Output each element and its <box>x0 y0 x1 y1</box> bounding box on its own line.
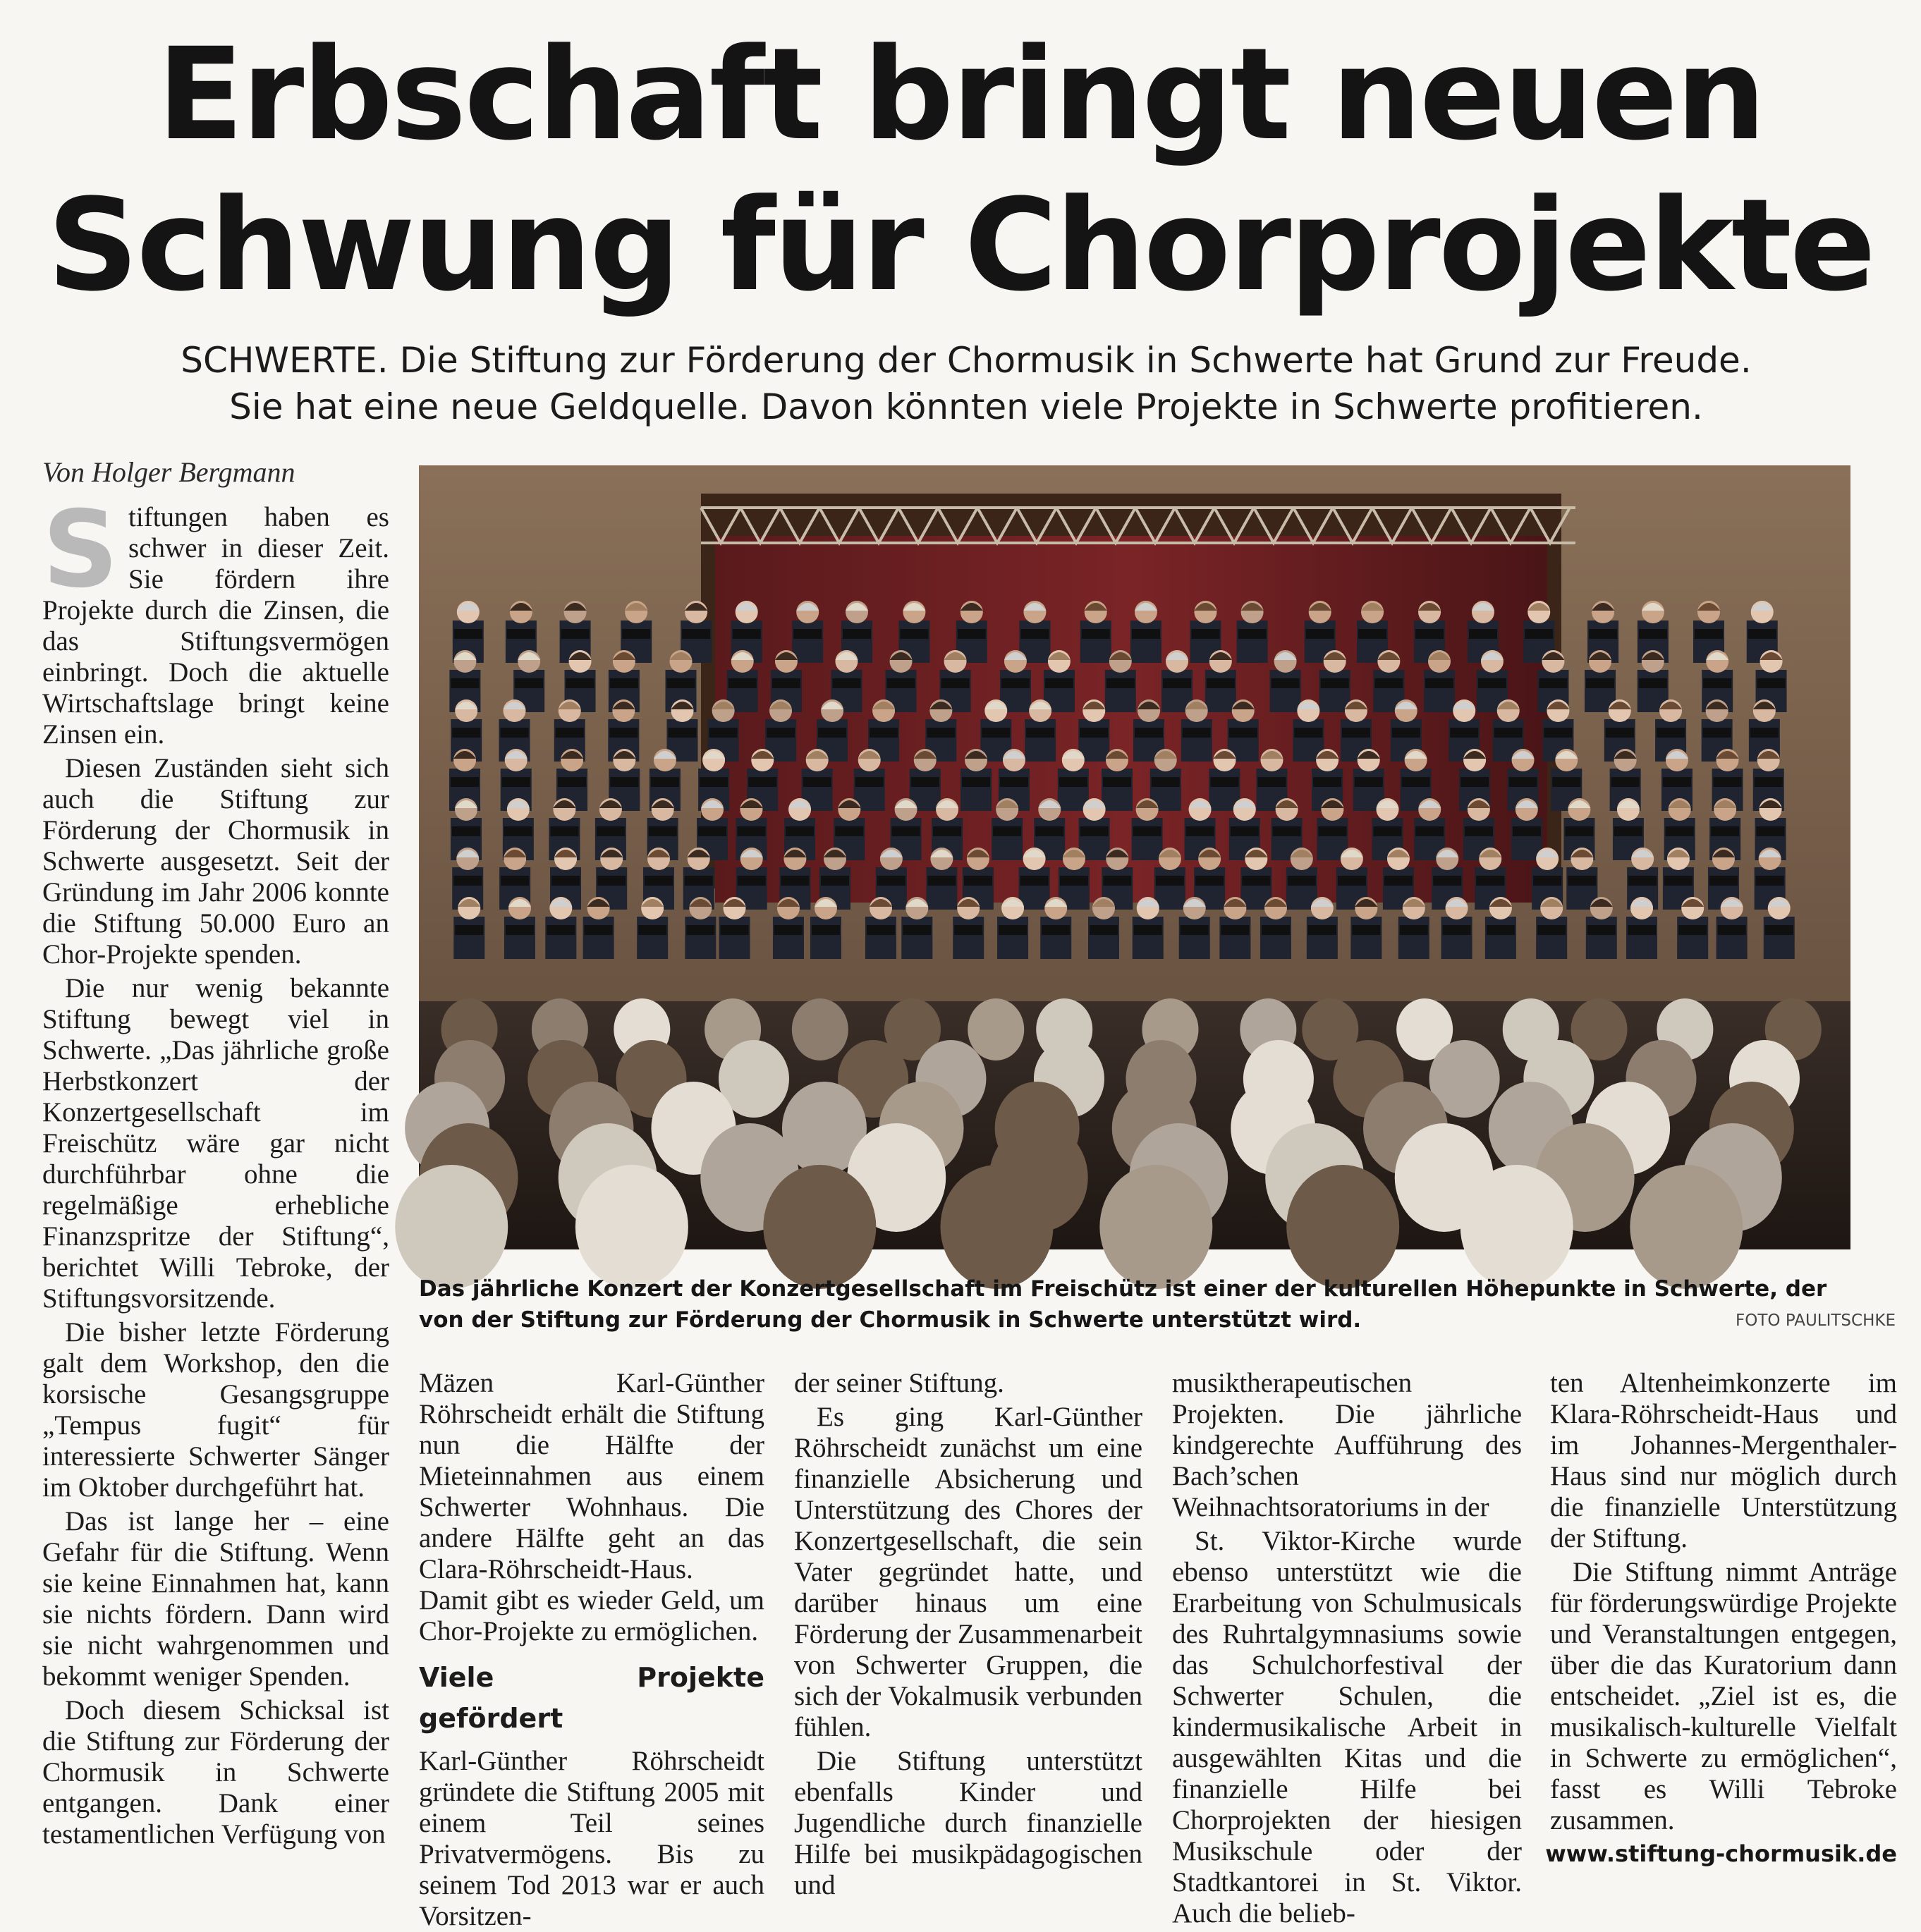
article-column-3 <box>794 1368 1142 1900</box>
concert-photo-illustration <box>419 465 1850 1249</box>
headline-line-2: Schwung für Chorprojekte <box>47 172 1874 319</box>
paragraph: Karl-Günther Röhrscheidt gründete die Stiftung 2005 mit einem Teil seines Privatvermögens. Bis zu seinem Tod 2013 war er auch Vorsitzen- <box>419 1746 764 1931</box>
website-link[interactable]: www.stiftung-chormusik.de <box>1545 1840 1897 1867</box>
drop-cap: S <box>42 489 119 611</box>
photo-caption: Das jährliche Konzert der Konzertgesellschaft im Freischütz ist einer der kulturellen Höhepunkte in Schwerte, der von der Stiftung zur Förderung der Chormusik in Schwerte unterstützt wird. <box>419 1276 1827 1333</box>
concert-photo <box>419 465 1850 1249</box>
paragraph: Die Stiftung nimmt Anträge für förderungswürdige Projekte und Veranstaltungen entgegen, über die das Kuratorium dann entscheidet. „Ziel ist es, die musikalisch-kulturelle Vielfalt in Schwerte zu ermöglichen“, fasst es Willi Tebroke zusammen. <box>1550 1557 1897 1835</box>
article-column-4 <box>1172 1368 1522 1928</box>
photo-credit: FOTO PAULITSCHKE <box>1736 1312 1896 1330</box>
paragraph: Das ist lange her – eine Gefahr für die Stiftung. Wenn sie keine Einnahmen hat, kann sie nichts fördern. Dann wird sie nicht wahrgenommen und bekommt weniger Spenden. <box>42 1506 389 1692</box>
headline <box>0 20 1921 322</box>
byline: Von Holger Bergmann <box>42 456 295 488</box>
paragraph: Doch diesem Schicksal ist die Stiftung zur Förderung der Chormusik in Schwerte entgangen. Dank einer testamentlichen Verfügung von <box>42 1695 389 1850</box>
paragraph: Die nur wenig bekannte Stiftung bewegt viel in Schwerte. „Das jährliche große Herbstkonzert der Konzertgesellschaft im Freischütz wäre gar nicht durchführbar ohne die regelmäßige erhebliche Finanzspritze der Stiftung“, berichtet Willi Tebroke, der Stiftungsvorsitzende. <box>42 973 389 1314</box>
paragraph: der seiner Stiftung. <box>794 1368 1004 1398</box>
paragraph: Es ging Karl-Günther Röhrscheidt zunächst um eine finanzielle Absicherung und Unterstützung des Chores der Konzertgesellschaft, die sein Vater gegründet hatte, und darüber hinaus um eine Förderung der Zusammenarbeit von Schwerter Gruppen, die sich der Vokalmusik verbunden fühlen. <box>794 1402 1142 1742</box>
paragraph: ten Altenheimkonzerte im Klara-Röhrscheidt-Haus und im Johannes-Mergenthaler-Haus sind nur möglich durch die finanzielle Unterstützung der Stiftung. <box>1550 1368 1897 1553</box>
headline-line-1: Erbschaft bringt neuen <box>157 21 1764 169</box>
paragraph: musiktherapeutischen Projekten. Die jährliche kindgerechte Aufführung des Bach’schen Weihnachtsoratoriums in der <box>1172 1368 1522 1522</box>
article-column-5 <box>1550 1368 1897 1833</box>
article-column-2 <box>419 1368 764 1931</box>
paragraph: tiftungen haben es schwer in dieser Zeit. Sie fördern ihre Projekte durch die Zinsen, die das Stiftungsvermögen einbringt. Doch die aktuelle Wirtschaftslage bringt keine Zinsen ein. <box>42 502 389 750</box>
paragraph: Diesen Zuständen sieht sich auch die Stiftung zur Förderung der Chormusik in Schwerte ausgesetzt. Seit der Gründung im Jahr 2006 konnte die Stiftung 50.000 Euro an Chor-Projekte spenden. <box>42 753 389 970</box>
paragraph: Die Stiftung unterstützt ebenfalls Kinder und Jugendliche durch finanzielle Hilfe bei musikpädagogischen und <box>794 1746 1142 1900</box>
paragraph: Die bisher letzte Förderung galt dem Workshop, den die korsische Gesangsgruppe „Tempus fugit“ für interessierte Schwerter Sänger im Oktober durchgeführt hat. <box>42 1317 389 1503</box>
lead-text <box>176 337 1756 430</box>
article-column-1 <box>42 489 389 1863</box>
paragraph: St. Viktor-Kirche wurde ebenso unterstützt wie die Erarbeitung von Schulmusicals des Ruhrtalgymnasiums sowie das Schulchorfestival der Schwerter Schulen, die kindermusikalische Arbeit in ausgewählten Kitas und die finanzielle Hilfe bei Chorprojekten der hiesigen Musikschule oder der Stadtkantorei in St. Viktor. Auch die belieb- <box>1172 1526 1522 1928</box>
lead-line-1: SCHWERTE. Die Stiftung zur Förderung der Chormusik in Schwerte hat Grund zur Freude. <box>181 340 1752 381</box>
subheading: Viele Projekte gefördert <box>419 1662 764 1734</box>
lead-line-2: Sie hat eine neue Geldquelle. Davon könnten viele Projekte in Schwerte profitieren. <box>229 386 1703 427</box>
paragraph: Mäzen Karl-Günther Röhrscheidt erhält die Stiftung nun die Hälfte der Mieteinnahmen aus einem Schwerter Wohnhaus. Die andere Hälfte geht an das Clara-Röhrscheidt-Haus. Damit gibt es wieder Geld, um Chor-Projekte zu ermöglichen. <box>419 1368 764 1646</box>
